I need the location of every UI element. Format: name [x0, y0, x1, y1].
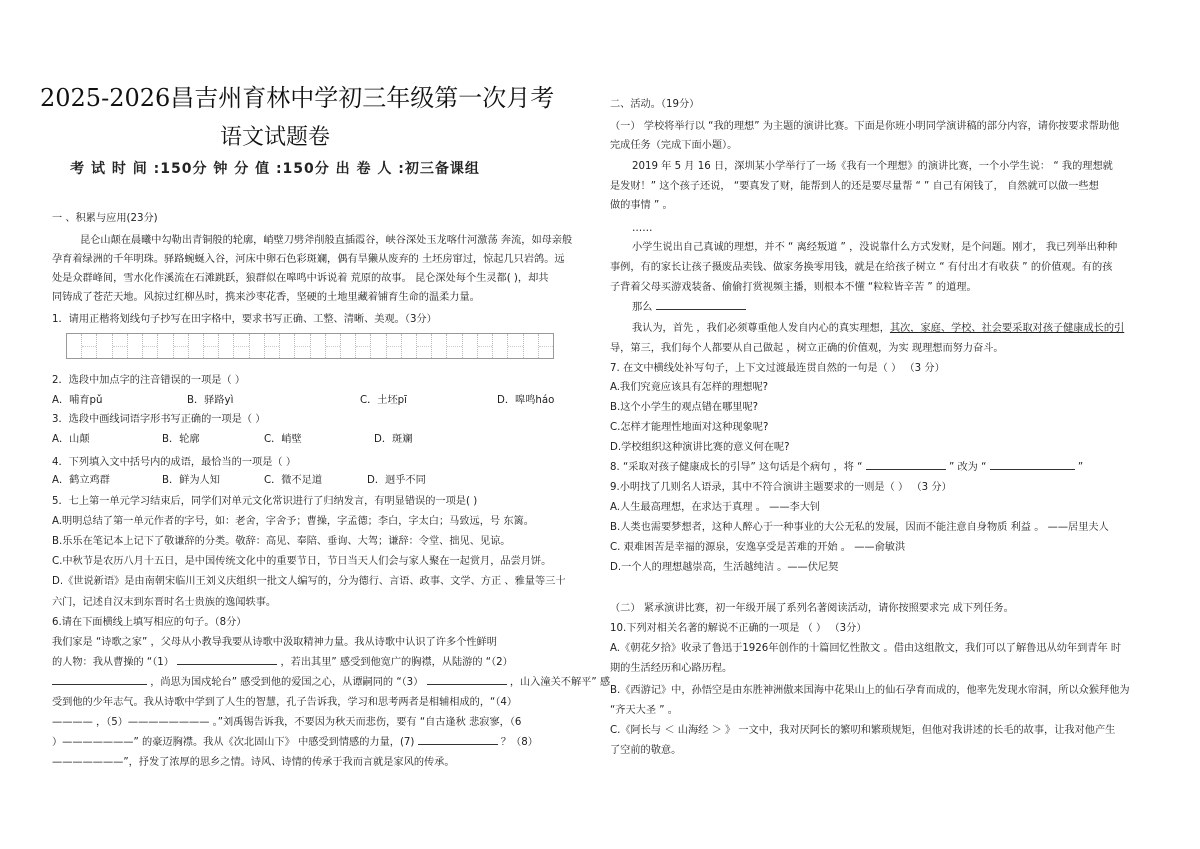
speech-line: 做的事情 ” 。: [610, 200, 673, 211]
option: B．轮廓: [162, 434, 200, 445]
text-fragment: 的人物：我从曹操的 “（1）: [52, 657, 174, 668]
question-3: 3．选段中画线词语字形书写正确的一项是（ ）: [52, 414, 266, 425]
option: A．哺育pǔ: [52, 395, 103, 406]
passage-line: 处是众群峰间，雪水化作溪流在石滩跳跃，狼群似在嗥鸣中诉说着 荒原的故事。 昆仑深处每个生灵都( )，却共: [52, 273, 549, 284]
text-fragment: ？（8）: [500, 737, 538, 748]
speech-line: 事例，有的家长让孩子摄废品卖钱、做家务换零用钱，就是在给孩子树立 “ 有付出才有收获 ” 的价值观。有的孩: [610, 262, 1113, 273]
option: C.怎样才能理性地面对这种现象呢?: [610, 422, 769, 433]
text-fragment: ）———————” 的豪迈胸襟。我从《次北固山下》 中感受到情感的力量，(7): [52, 737, 415, 748]
text-line: [52, 676, 610, 690]
option: 期的生活经历和心路历程。: [610, 663, 733, 674]
underlined-sentence: 其次，家庭、学校、社会要采取对孩子健康成长的引: [889, 323, 1125, 334]
speech-line: 小学生说出自己真诚的理想，并不 “ 离经叛道 ” ，没说靠什么方式发财，是个问题。刚才， 我已列举出种种: [632, 242, 1118, 253]
option: D.一个人的理想越崇高，生活越纯洁 。——伏尼契: [610, 562, 839, 573]
answer-blank[interactable]: [866, 469, 946, 470]
speech-line: [632, 322, 1124, 336]
option: B.乐乐在笔记本上记下了敬谦辞的分类。敬辞：高见、奉陪、垂询、大驾；谦辞：令堂、拙见、见谅。: [52, 536, 511, 547]
text-line: （二） 紧承演讲比赛，初一年级开展了系列名著阅读活动，请你按照要求完 成下列任务。: [610, 603, 1014, 614]
answer-blank[interactable]: [418, 744, 498, 745]
question-7: 7. 在文中横线处补写句子，上下文过渡最连贯自然的一句是（ ） （3 分）: [610, 363, 945, 374]
exam-subtitle: 语文试题卷: [219, 125, 330, 150]
option: 了空前的敬意。: [610, 745, 682, 756]
exam-title: 2025-2026昌吉州育林中学初三年级第一次月考: [40, 84, 555, 112]
option: B．驿路yì: [187, 395, 234, 406]
text-fragment: 我认为，首先 ，我们必须尊重他人发自内心的真实理想，: [632, 323, 890, 334]
option: 六门，记述自汉末到东晋时名士贵族的逸闻轶事。: [52, 597, 277, 608]
option: C．土坯pī: [360, 395, 407, 406]
option: A．鹤立鸡群: [52, 475, 110, 486]
text-line: [52, 656, 513, 670]
option: B．鲜为人知: [162, 475, 220, 486]
text-line: （一） 学校将举行以 “我的理想” 为主题的演讲比赛。下面是你班小明同学演讲稿的部分内容，请你按要求帮助他: [610, 121, 1120, 132]
passage-line: 同铸成了苍茫天地。风掠过红柳丛时，携来沙枣花香，坚硬的土地里藏着铺育生命的温柔力量。: [52, 292, 480, 303]
option: A.我们究竟应该具有怎样的理想呢?: [610, 382, 769, 393]
speech-line: ……: [632, 223, 653, 234]
answer-blank[interactable]: [990, 469, 1075, 470]
text-line: 我们家是 “诗歌之家” ，父母从小教导我要从诗歌中汲取精神力量。我从诗歌中认识了许多个性鲜明: [52, 637, 497, 648]
option: C.《阿长与 ＜ 山海经 ＞ 》 一文中，我对厌阿长的繁叨和繁琐规矩，但他对我讲述的长毛的故事，让我对他产生: [610, 725, 1116, 736]
option: D．嗥鸣háo: [497, 395, 555, 406]
question-6: 6.请在下面横线上填写相应的句子。（8分）: [52, 617, 247, 628]
speech-line: 子背着父母买游戏装备、偷偷打赏视频主播，则根本不懂 “粒粒皆辛苦 ” 的道理。: [610, 282, 977, 293]
passage-line: 昆仑山颠在晨曦中勾勒出青铜般的轮廓，峭壁刀劈斧削般直插霞谷，峡谷深处玉龙喀什河激荡 奔流，如母亲般: [80, 235, 573, 246]
answer-blank[interactable]: [656, 309, 746, 310]
speech-line: 导，第三，我们每个人都要从自己做起 ，树立正确的价值观，为实 现理想而努力奋斗。: [610, 343, 1004, 354]
option: B.这个小学生的观点错在哪里呢?: [610, 402, 759, 413]
option: C.中秋节是农历八月十五日，是中国传统文化中的重要节日，节日当天人们会与家人聚在一起赏月，品尝月饼。: [52, 556, 552, 567]
question-2: 2．选段中加点字的注音错误的一项是（ ）: [52, 375, 246, 386]
text-fragment: ” 改为 “: [948, 462, 987, 473]
question-8: [610, 461, 1083, 475]
section-heading: 一 、积累与应用(23分): [52, 213, 158, 224]
text-line: ———————”，抒发了浓厚的思乡之情。诗风、诗情的传承于我而言就是家风的传承。: [52, 757, 455, 768]
text-line: [52, 736, 538, 750]
answer-blank[interactable]: [427, 684, 507, 685]
option: A.《朝花夕拾》收录了鲁迅于1926年创作的十篇回忆性散文 。借由这组散文，我们可以了解鲁迅从幼年到青年 时: [610, 643, 1122, 654]
text-line: 受到他的少年志气。我从诗歌中学到了人生的智慧，孔子告诉我，学习和思考两者是相辅相成的，“（4）: [52, 697, 518, 708]
text-fragment: ，若出其里” 感受到他宽广的胸襟，从陆游的 “（2）: [280, 657, 513, 668]
option: D．斑斓: [374, 434, 413, 445]
answer-blank[interactable]: [52, 684, 147, 685]
passage-line: 孕育着绿洲的千年明珠。驿路蜿蜒入谷，河床中卵石色彩斑斓，偶有旱獭从废弃的 土坯房窜过，惊起几只岩鸽。远: [52, 254, 565, 265]
text-fragment: ，尚思为国戍轮台” 感受到他的爱国之心，从谭嗣同的 “（3）: [150, 677, 424, 688]
question-1: 1．请用正楷将划线句子抄写在田字格中，要求书写正确、工整、清晰、美观。（3分）: [52, 314, 437, 325]
question-5: 5．七上第一单元学习结束后，同学们对单元文化常识进行了归纳发言，有明显错误的一项是( ): [52, 496, 478, 507]
option: A.明明总结了第一单元作者的字号，如：老舍，字舍予；曹操，字孟德；李白，字太白；马致远，号 东篱。: [52, 516, 534, 527]
handwriting-grid: [66, 333, 554, 359]
option: C．峭壁: [264, 434, 302, 445]
option: D.学校组织这种演讲比赛的意义何在呢?: [610, 442, 790, 453]
speech-line: [632, 301, 746, 315]
exam-meta: 考 试 时 间 :150分 钟 分 值 :150分 出 卷 人 :初三备课组: [70, 161, 480, 177]
option: D．迥乎不同: [367, 475, 426, 486]
option: D.《世说新语》是由南朝宋临川王刘义庆组织一批文人编写的，分为德行、言语、政事、文学、方正 、雅量等三十: [52, 576, 566, 587]
text-line: ———— ，（5）———————— 。”刘禹锡告诉我，不要因为秋天而悲伤，要有 “自古逢秋 悲寂寥，（6: [52, 717, 522, 728]
text-fragment: 那么: [632, 302, 653, 313]
option: C. 艰难困苦是幸福的源泉，安逸享受是苦难的开始 。 ——俞敏洪: [610, 542, 906, 553]
question-10: 10.下列对相关名著的解说不正确的一项是 （ ） （3分）: [610, 623, 867, 634]
option: B.人类也需要梦想者，这种人醉心于一种事业的大公无私的发展，因而不能注意自身物质 利益 。 ——居里夫人: [610, 522, 1109, 533]
speech-line: 是发财！” 这个孩子还说， “要真发了财，能帮到人的还是要尽量帮 “ ” 自己有闲钱了， 自然就可以做一些想: [610, 181, 1099, 192]
option: B.《西游记》中，孙悟空是由东胜神洲傲来国海中花果山上的仙石孕育而成的，他率先发现水帘洞，所以众猴拜他为: [610, 685, 1130, 696]
text-fragment: 8. “采取对孩子健康成长的引导” 这句话是个病句 ，将 “: [610, 462, 863, 473]
option: “齐天大圣 ” 。: [610, 705, 678, 716]
option: C．微不足道: [264, 475, 323, 486]
text-fragment: ，山入潼关不解平” 感: [509, 677, 611, 688]
question-9: 9.小明找了几则名人语录，其中不符合演讲主题要求的一则是（ ） （3 分）: [610, 482, 952, 493]
speech-line: 2019 年 5 月 16 日，深圳某小学举行了一场《我有一个理想》的演讲比赛，一个小学生说： “ 我的理想就: [632, 161, 1113, 172]
answer-blank[interactable]: [177, 664, 277, 665]
section-heading: 二、活动。（19分）: [610, 99, 700, 110]
option: A．山颠: [52, 434, 90, 445]
text-line: 完成任务（完成下面小题）。: [610, 140, 738, 151]
question-4: 4．下列填入文中括号内的成语，最恰当的一项是（ ）: [52, 457, 297, 468]
text-fragment: ”: [1077, 462, 1084, 473]
option: A.人生最高理想，在求达于真理 。 ——李大钊: [610, 502, 821, 513]
